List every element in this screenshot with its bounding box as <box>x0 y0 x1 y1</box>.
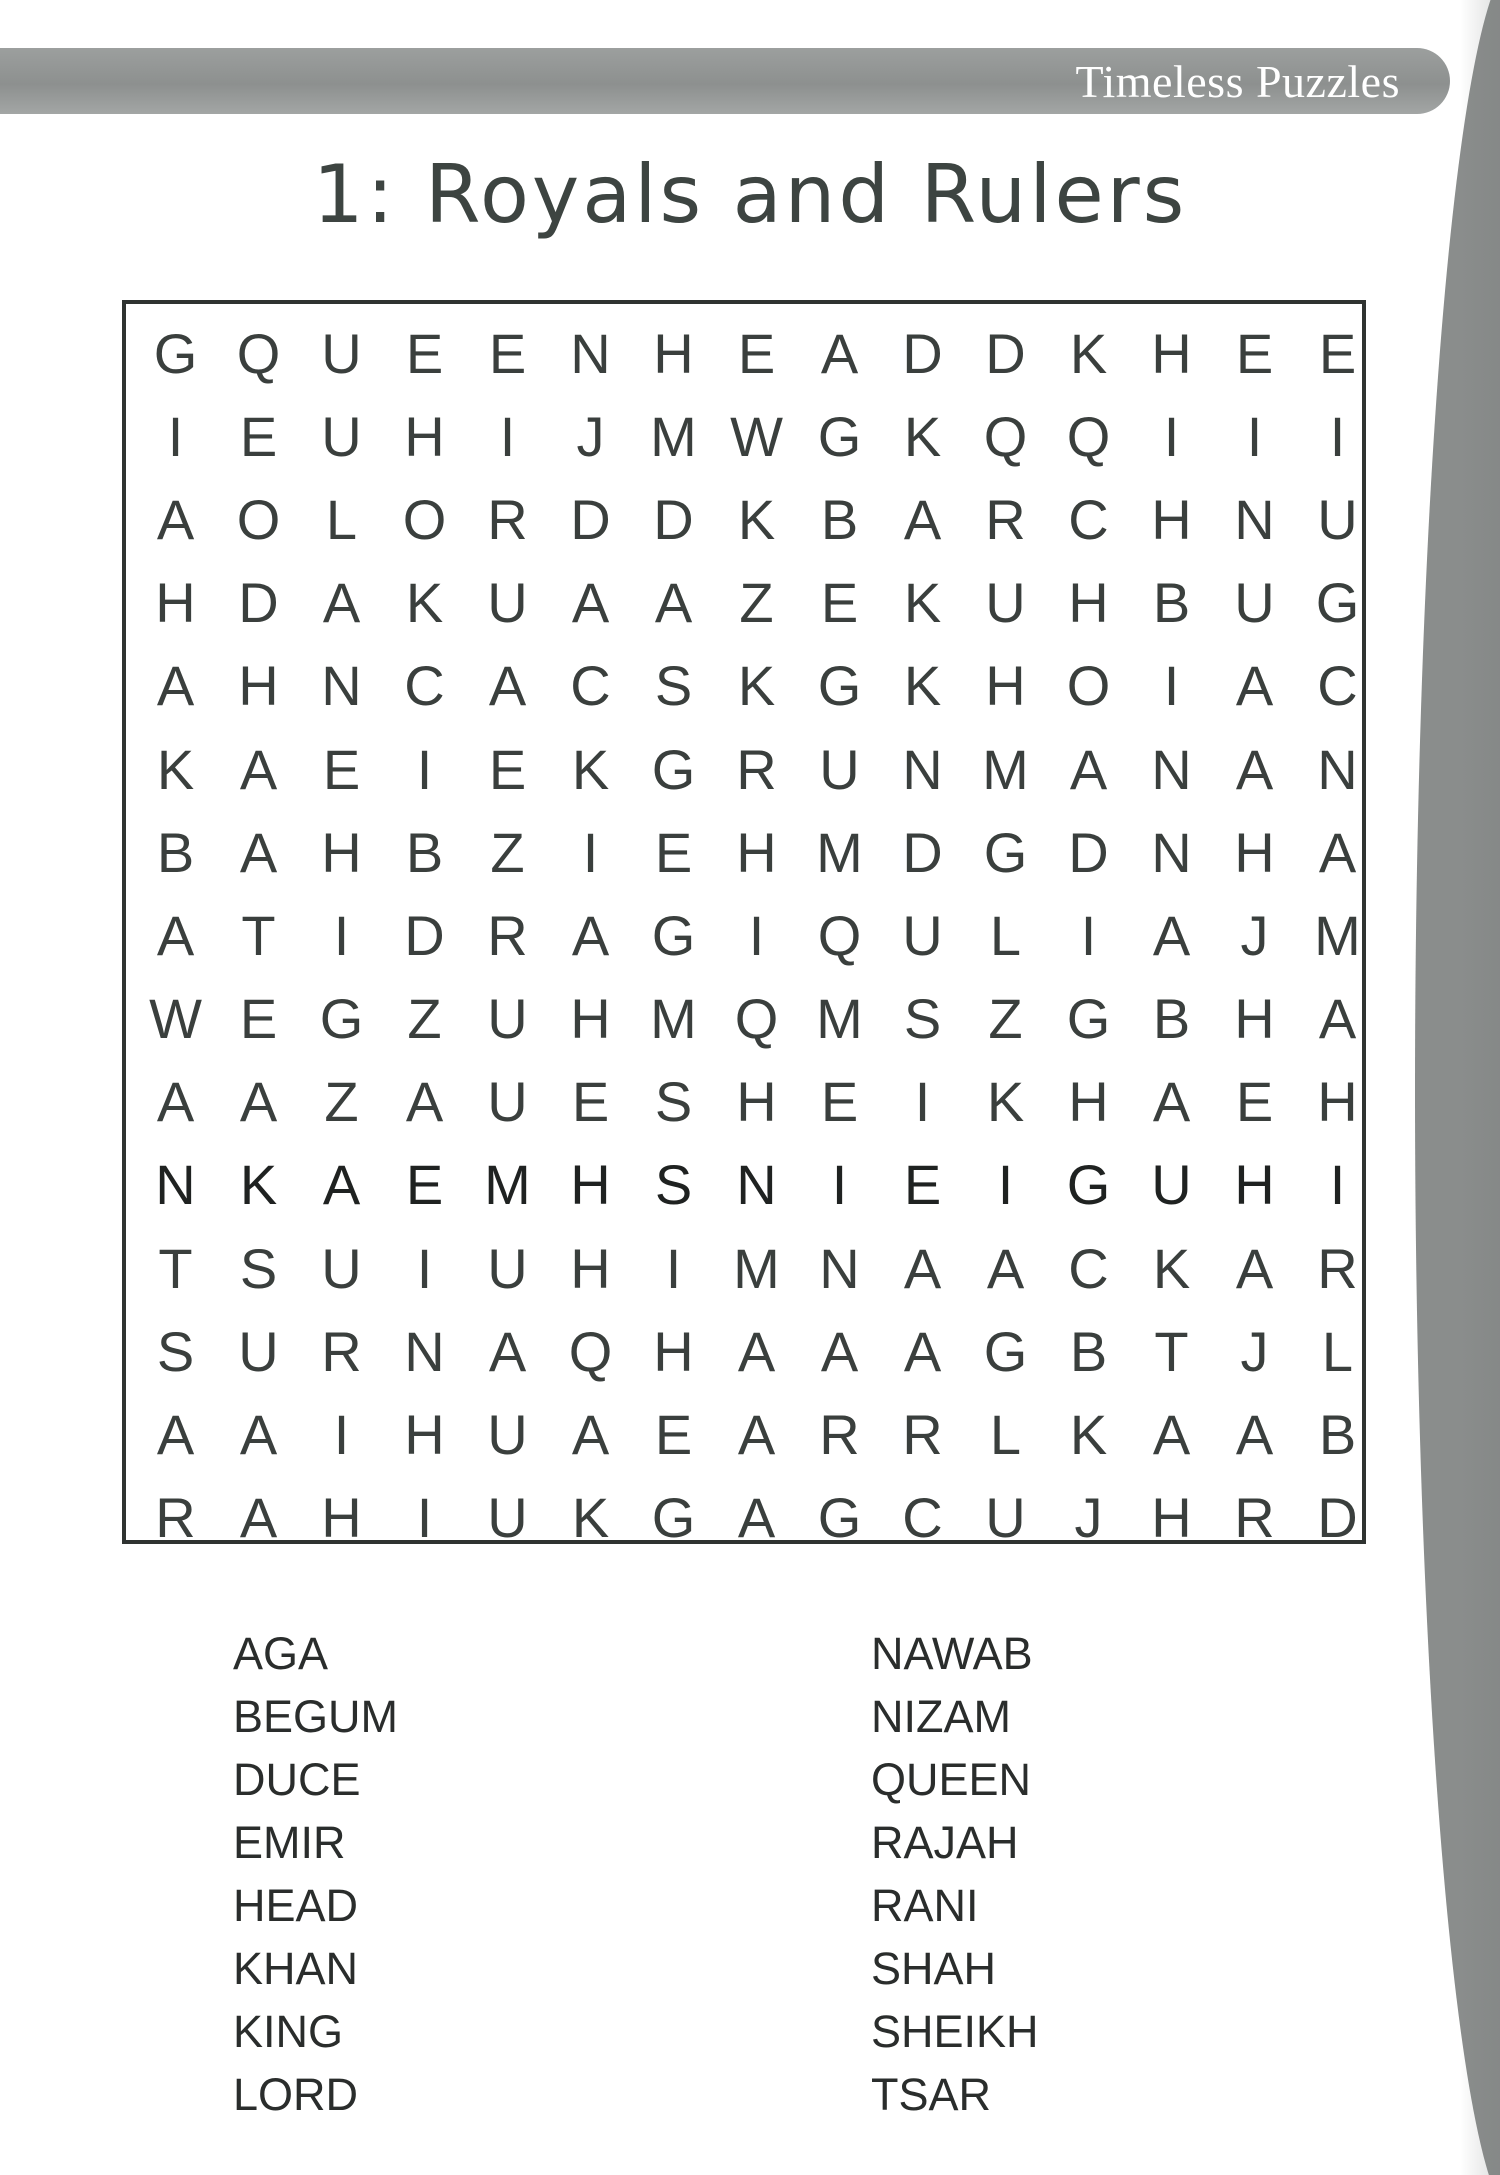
grid-cell: C <box>902 1486 943 1550</box>
grid-cell: A <box>322 571 361 635</box>
grid-cell: H <box>736 820 777 884</box>
page-edge-shade <box>1460 0 1500 2175</box>
grid-cell: I <box>416 1486 433 1550</box>
grid-cell: U <box>487 1236 528 1300</box>
grid-cell: Z <box>407 987 442 1051</box>
word-list-item: LORD <box>233 2069 359 2120</box>
grid-cell: C <box>404 654 445 718</box>
grid-cell: A <box>654 571 693 635</box>
grid-cell: A <box>820 321 859 385</box>
grid-cell: U <box>819 737 860 801</box>
word-list-item: NAWAB <box>871 1628 1033 1679</box>
grid-cell: L <box>325 487 358 551</box>
grid-cell: S <box>903 987 942 1051</box>
grid-cell: H <box>653 321 694 385</box>
grid-cell: A <box>239 1486 278 1550</box>
grid-cell: J <box>1240 903 1269 967</box>
grid-cell: N <box>570 321 611 385</box>
grid-cell: U <box>487 1486 528 1550</box>
grid-cell: U <box>321 1236 362 1300</box>
grid-cell: A <box>1152 1403 1191 1467</box>
grid-cell: A <box>571 1403 610 1467</box>
grid-cell: H <box>1151 321 1192 385</box>
grid-cell: E <box>903 1153 942 1217</box>
grid-cell: I <box>416 1236 433 1300</box>
grid-cell: A <box>986 1236 1025 1300</box>
header-band <box>0 48 1450 114</box>
grid-cell: I <box>1080 903 1097 967</box>
grid-cell: E <box>405 321 444 385</box>
grid-cell: G <box>817 1486 862 1550</box>
grid-cell: G <box>153 321 198 385</box>
grid-cell: E <box>737 321 776 385</box>
grid-cell: I <box>1163 404 1180 468</box>
grid-cell: G <box>1066 987 1111 1051</box>
grid-cell: Q <box>734 987 779 1051</box>
grid-cell: A <box>1069 737 1108 801</box>
grid-cell: A <box>1318 987 1357 1051</box>
grid-cell: A <box>903 487 942 551</box>
grid-cell: A <box>737 1403 776 1467</box>
grid-cell: E <box>654 1403 693 1467</box>
grid-cell: B <box>1318 1403 1357 1467</box>
grid-cell: B <box>820 487 859 551</box>
grid-cell: G <box>651 1486 696 1550</box>
grid-cell: J <box>1240 1319 1269 1383</box>
grid-cell: H <box>1151 487 1192 551</box>
grid-cell: A <box>1235 1236 1274 1300</box>
grid-cell: E <box>1318 321 1357 385</box>
grid-cell: U <box>985 571 1026 635</box>
word-list-item: HEAD <box>233 1880 359 1931</box>
grid-cell: G <box>1066 1153 1111 1217</box>
grid-cell: A <box>239 820 278 884</box>
word-list-item: SHEIKH <box>871 2006 1039 2057</box>
word-list-left <box>233 1622 398 2126</box>
grid-cell: A <box>405 1070 444 1134</box>
grid-cell: S <box>239 1236 278 1300</box>
grid-cell: L <box>989 1403 1022 1467</box>
grid-cell: M <box>816 987 863 1051</box>
grid-cell: A <box>1235 654 1274 718</box>
grid-cell: I <box>665 1236 682 1300</box>
word-list-item: NIZAM <box>871 1691 1011 1742</box>
grid-cell: G <box>983 1319 1028 1383</box>
grid-cell: G <box>817 654 862 718</box>
grid-cell: H <box>570 987 611 1051</box>
grid-cell: D <box>902 321 943 385</box>
grid-cell: D <box>1317 1486 1358 1550</box>
grid-cell: I <box>333 1403 350 1467</box>
grid-cell: H <box>155 571 196 635</box>
grid-cell: E <box>1235 321 1274 385</box>
grid-cell: H <box>1068 571 1109 635</box>
grid-cell: E <box>820 571 859 635</box>
word-list-item: RAJAH <box>871 1817 1019 1868</box>
grid-cell: A <box>571 903 610 967</box>
grid-cell: I <box>831 1153 848 1217</box>
word-list-item: QUEEN <box>871 1754 1032 1805</box>
grid-cell: I <box>997 1153 1014 1217</box>
grid-cell: N <box>404 1319 445 1383</box>
grid-cell: E <box>239 987 278 1051</box>
grid-cell: H <box>238 654 279 718</box>
grid-cell: A <box>156 903 195 967</box>
grid-cell: B <box>1069 1319 1108 1383</box>
book-title: Timeless Puzzles <box>1075 56 1400 107</box>
grid-cell: G <box>1315 571 1360 635</box>
grid-cell: A <box>322 1153 361 1217</box>
grid-cell: I <box>1329 404 1346 468</box>
word-list-right <box>871 1622 1039 2126</box>
grid-cell: I <box>1163 654 1180 718</box>
grid-cell: Q <box>236 321 281 385</box>
word-list-item: AGA <box>233 1628 329 1679</box>
word-list-item: TSAR <box>871 2069 992 2120</box>
word-search-grid <box>134 312 1366 1560</box>
grid-cell: I <box>1246 404 1263 468</box>
grid-cell: A <box>156 1403 195 1467</box>
grid-cell: Z <box>988 987 1023 1051</box>
grid-cell: I <box>416 737 433 801</box>
grid-cell: E <box>654 820 693 884</box>
grid-cell: R <box>321 1319 362 1383</box>
grid-cell: E <box>820 1070 859 1134</box>
grid-cell: M <box>816 820 863 884</box>
grid-cell: U <box>321 321 362 385</box>
word-list-item: KING <box>233 2006 344 2057</box>
word-list-item: SHAH <box>871 1943 997 1994</box>
grid-cell: H <box>321 820 362 884</box>
grid-cell: J <box>576 404 605 468</box>
grid-cell: B <box>156 820 195 884</box>
word-list-item: DUCE <box>233 1754 361 1805</box>
grid-cell: B <box>1152 987 1191 1051</box>
grid-cell: K <box>1069 321 1108 385</box>
grid-cell: C <box>1068 487 1109 551</box>
grid-cell: H <box>1234 1153 1275 1217</box>
grid-cell: Q <box>568 1319 613 1383</box>
grid-cell: N <box>1151 820 1192 884</box>
word-list-item: BEGUM <box>233 1691 399 1742</box>
grid-cell: H <box>1234 820 1275 884</box>
grid-cell: A <box>1235 737 1274 801</box>
grid-cell: U <box>985 1486 1026 1550</box>
grid-cell: M <box>733 1236 780 1300</box>
grid-cell: H <box>1068 1070 1109 1134</box>
grid-cell: I <box>167 404 184 468</box>
grid-cell: D <box>570 487 611 551</box>
grid-cell: K <box>737 654 776 718</box>
grid-cell: G <box>651 737 696 801</box>
grid-cell: E <box>488 737 527 801</box>
grid-cell: U <box>321 404 362 468</box>
grid-cell: A <box>156 1070 195 1134</box>
grid-cell: I <box>748 903 765 967</box>
grid-cell: S <box>654 1153 693 1217</box>
grid-cell: U <box>902 903 943 967</box>
grid-cell: D <box>653 487 694 551</box>
grid-cell: G <box>983 820 1028 884</box>
grid-cell: A <box>488 1319 527 1383</box>
grid-cell: A <box>1318 820 1357 884</box>
grid-cell: A <box>239 1070 278 1134</box>
grid-cell: N <box>1317 737 1358 801</box>
grid-cell: H <box>1234 987 1275 1051</box>
grid-cell: H <box>570 1236 611 1300</box>
grid-cell: M <box>1314 903 1361 967</box>
grid-cell: E <box>405 1153 444 1217</box>
grid-cell: R <box>1317 1236 1358 1300</box>
grid-cell: M <box>650 987 697 1051</box>
grid-cell: I <box>1329 1153 1346 1217</box>
grid-cell: R <box>736 737 777 801</box>
grid-cell: K <box>239 1153 278 1217</box>
grid-cell: R <box>819 1403 860 1467</box>
word-search-grid-frame <box>122 300 1366 1550</box>
grid-cell: D <box>1068 820 1109 884</box>
grid-cell: C <box>1317 654 1358 718</box>
grid-cell: G <box>817 404 862 468</box>
grid-cell: Q <box>983 404 1028 468</box>
grid-cell: D <box>238 571 279 635</box>
grid-cell: I <box>914 1070 931 1134</box>
grid-cell: C <box>570 654 611 718</box>
grid-cell: R <box>487 487 528 551</box>
grid-cell: N <box>155 1153 196 1217</box>
grid-cell: K <box>571 737 610 801</box>
grid-cell: H <box>736 1070 777 1134</box>
grid-cell: H <box>1151 1486 1192 1550</box>
grid-cell: D <box>404 903 445 967</box>
grid-cell: E <box>1235 1070 1274 1134</box>
grid-cell: A <box>571 571 610 635</box>
word-list-item: KHAN <box>233 1943 359 1994</box>
grid-cell: U <box>487 987 528 1051</box>
grid-cell: N <box>321 654 362 718</box>
grid-cell: A <box>737 1486 776 1550</box>
word-list-item: EMIR <box>233 1817 346 1868</box>
grid-cell: W <box>149 987 202 1051</box>
grid-cell: S <box>654 1070 693 1134</box>
grid-cell: T <box>158 1236 193 1300</box>
grid-cell: A <box>1152 903 1191 967</box>
grid-cell: L <box>1321 1319 1354 1383</box>
grid-cell: K <box>737 487 776 551</box>
grid-cell: Z <box>490 820 525 884</box>
grid-cell: G <box>319 987 364 1051</box>
grid-cell: J <box>1074 1486 1103 1550</box>
grid-cell: R <box>487 903 528 967</box>
puzzle-title: 1: Royals and Rulers <box>312 148 1188 241</box>
grid-cell: K <box>1069 1403 1108 1467</box>
grid-cell: B <box>405 820 444 884</box>
grid-cell: H <box>404 404 445 468</box>
grid-cell: O <box>236 487 281 551</box>
grid-cell: D <box>902 820 943 884</box>
grid-cell: E <box>571 1070 610 1134</box>
grid-cell: I <box>333 903 350 967</box>
grid-cell: A <box>737 1319 776 1383</box>
grid-cell: K <box>986 1070 1025 1134</box>
grid-cell: S <box>156 1319 195 1383</box>
grid-cell: A <box>903 1319 942 1383</box>
grid-cell: K <box>903 404 942 468</box>
grid-cell: R <box>902 1403 943 1467</box>
grid-cell: Q <box>1066 404 1111 468</box>
grid-cell: H <box>570 1153 611 1217</box>
grid-cell: A <box>239 1403 278 1467</box>
grid-cell: N <box>902 737 943 801</box>
grid-cell: Z <box>739 571 774 635</box>
grid-cell: N <box>736 1153 777 1217</box>
grid-cell: N <box>819 1236 860 1300</box>
grid-cell: D <box>985 321 1026 385</box>
grid-cell: A <box>820 1319 859 1383</box>
grid-cell: N <box>1151 737 1192 801</box>
grid-cell: T <box>1154 1319 1189 1383</box>
grid-cell: M <box>982 737 1029 801</box>
grid-cell: E <box>322 737 361 801</box>
grid-cell: B <box>1152 571 1191 635</box>
grid-cell: I <box>499 404 516 468</box>
grid-cell: R <box>155 1486 196 1550</box>
grid-cell: A <box>156 654 195 718</box>
grid-cell: U <box>1234 571 1275 635</box>
grid-cell: H <box>404 1403 445 1467</box>
grid-cell: H <box>1317 1070 1358 1134</box>
grid-cell: A <box>1235 1403 1274 1467</box>
word-list-item: RANI <box>871 1880 979 1931</box>
grid-cell: K <box>903 571 942 635</box>
grid-cell: K <box>405 571 444 635</box>
grid-cell: K <box>1152 1236 1191 1300</box>
grid-cell: O <box>402 487 447 551</box>
grid-cell: G <box>651 903 696 967</box>
grid-cell: R <box>1234 1486 1275 1550</box>
grid-cell: I <box>582 820 599 884</box>
grid-cell: U <box>487 571 528 635</box>
grid-cell: U <box>487 1403 528 1467</box>
grid-cell: U <box>1317 487 1358 551</box>
grid-cell: A <box>488 654 527 718</box>
grid-cell: W <box>730 404 783 468</box>
grid-cell: E <box>239 404 278 468</box>
grid-cell: A <box>239 737 278 801</box>
grid-cell: N <box>1234 487 1275 551</box>
grid-cell: K <box>571 1486 610 1550</box>
grid-cell: L <box>989 903 1022 967</box>
grid-cell: M <box>650 404 697 468</box>
grid-cell: E <box>488 321 527 385</box>
grid-cell: Z <box>324 1070 359 1134</box>
grid-cell: K <box>156 737 195 801</box>
grid-cell: U <box>487 1070 528 1134</box>
grid-cell: U <box>1151 1153 1192 1217</box>
grid-cell: C <box>1068 1236 1109 1300</box>
grid-cell: A <box>1152 1070 1191 1134</box>
grid-cell: M <box>484 1153 531 1217</box>
grid-cell: T <box>241 903 276 967</box>
grid-cell: Q <box>817 903 862 967</box>
grid-cell: A <box>903 1236 942 1300</box>
grid-cell: A <box>156 487 195 551</box>
grid-cell: H <box>321 1486 362 1550</box>
grid-cell: S <box>654 654 693 718</box>
grid-cell: U <box>238 1319 279 1383</box>
grid-cell: H <box>653 1319 694 1383</box>
grid-cell: H <box>985 654 1026 718</box>
grid-cell: R <box>985 487 1026 551</box>
grid-cell: K <box>903 654 942 718</box>
grid-cell: O <box>1066 654 1111 718</box>
